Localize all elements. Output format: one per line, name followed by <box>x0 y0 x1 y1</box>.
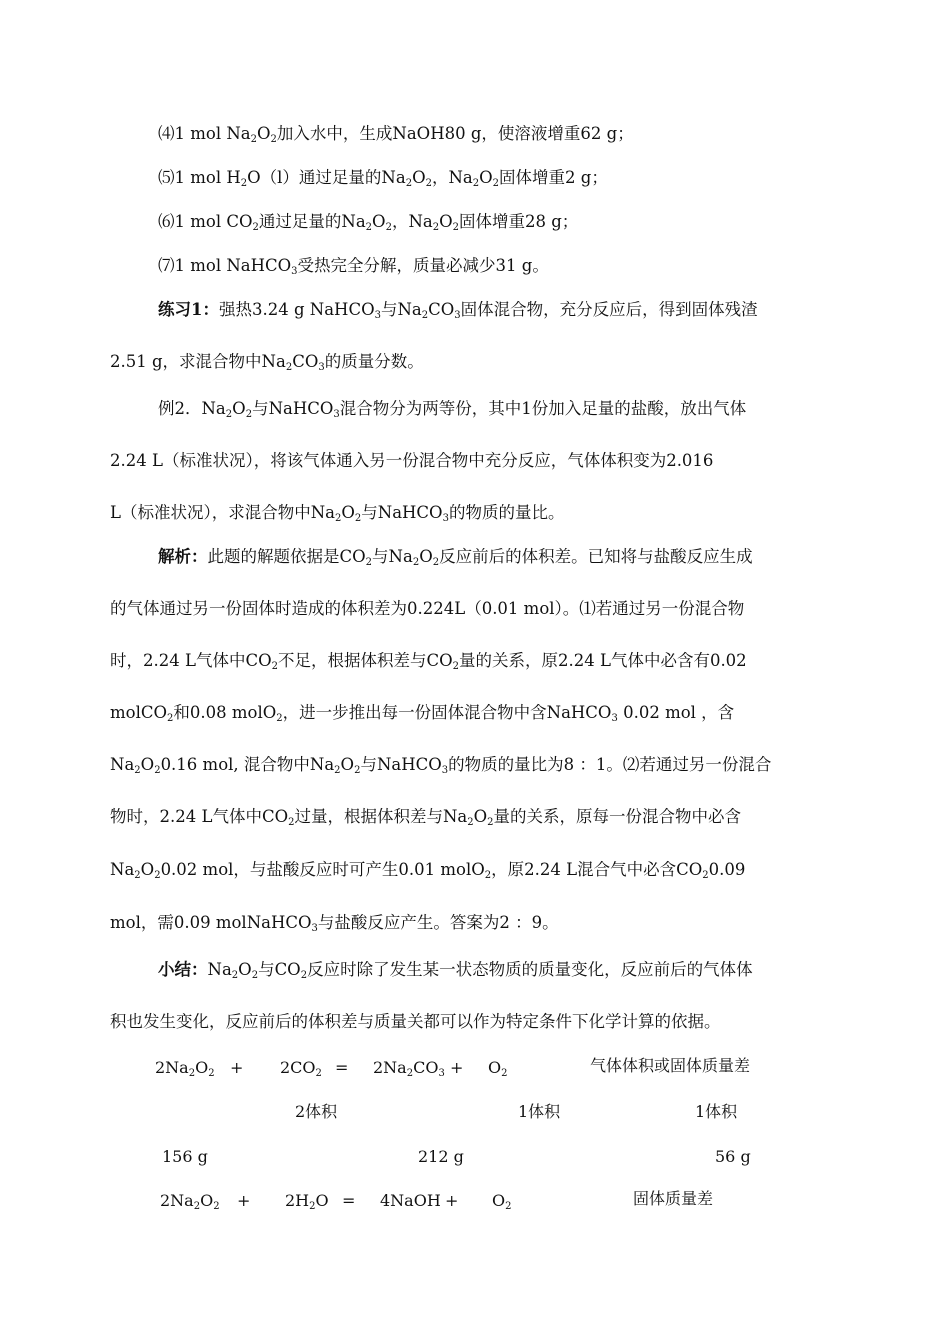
example-2-line-1: 例2．$Na_2O_2$与NaHCO$_3$混合物分为两等份，其中1份加入足量的盐酸，放出气体 <box>158 399 747 420</box>
eq1-equals: = <box>335 1058 349 1077</box>
eq1-product-na2co3: $2Na_2CO_3$ <box>373 1058 445 1079</box>
text-line-3: ⑹1 mol $CO_2$通过足量的$Na_2O_2$，$Na_2O_2$固体增重28 g； <box>158 212 579 233</box>
eq2-plus-1: + <box>237 1191 251 1210</box>
eq2-product-o2: $O_2$ <box>492 1191 512 1212</box>
eq1-mass-na2co3: 212 g <box>418 1147 464 1166</box>
eq1-mass-na2o2: 156 g <box>162 1147 208 1166</box>
analysis-line-4: molCO$_2$和0.08 molO$_2$，进一步推出每一份固体混合物中含NaHCO$_3$ 0.02 mol ，含 <box>110 703 735 724</box>
text-line-2: ⑸1 mol $H_2O(l)$通过足量的$Na_2O_2$，$Na_2O_2$固体增重2 g； <box>158 168 608 189</box>
eq1-reactant-co2: $2CO_2$ <box>280 1058 322 1079</box>
analysis-line-6: 物时，2.24 L气体中$CO_2$过量，根据体积差与$Na_2O_2$量的关系，原每一份混合物中必含 <box>110 807 742 828</box>
eq1-reactant-na2o2: $2Na_2O_2$ <box>155 1058 215 1079</box>
exercise-1-line-2: 2.51 g，求混合物中$Na_2CO_3$的质量分数。 <box>110 352 424 373</box>
summary-line-1: 小结：$Na_2O_2$与$CO_2$反应时除了发生某一状态物质的质量变化，反应前后的气体体 <box>158 960 753 981</box>
eq1-plus-1: + <box>230 1058 244 1077</box>
eq1-volume-co2: 2体积 <box>295 1102 338 1121</box>
eq2-product-naoh: 4NaOH <box>380 1191 441 1210</box>
eq1-plus-2: + <box>450 1058 464 1077</box>
eq1-mass-diff: 56 g <box>715 1147 751 1166</box>
exercise-label: 练习1： <box>158 300 219 319</box>
summary-label: 小结： <box>158 960 208 979</box>
eq1-volume-diff: 1体积 <box>695 1102 738 1121</box>
analysis-label: 解析： <box>158 547 208 566</box>
analysis-line-3: 时，2.24 L气体中$CO_2$不足，根据体积差与$CO_2$量的关系，原2.24 L气体中必含有0.02 <box>110 651 747 672</box>
exercise-1-line-1: 练习1：强热3.24 g NaHCO$_3$与$Na_2CO_3$固体混合物，充分反应后，得到固体残渣 <box>158 300 758 321</box>
eq1-product-o2: $O_2$ <box>488 1058 508 1079</box>
eq2-reactant-h2o: $2H_2O$ <box>285 1191 329 1212</box>
eq2-reactant-na2o2: $2Na_2O_2$ <box>160 1191 220 1212</box>
eq1-volume-o2: 1体积 <box>518 1102 561 1121</box>
text-line-4: ⑺1 mol NaHCO$_3$受热完全分解，质量必减少31 g。 <box>158 256 549 277</box>
eq2-header: 固体质量差 <box>633 1189 714 1208</box>
analysis-line-2: 的气体通过另一份固体时造成的体积差为0.224L（0.01 mol）。⑴若通过另一份混合物 <box>110 599 745 618</box>
analysis-line-8: mol，需0.09 molNaHCO$_3$与盐酸反应产生。答案为2 ：9。 <box>110 913 559 934</box>
analysis-line-5: $Na_2O_20.16$ mol, 混合物中$Na_2O_2$与NaHCO$_3$的物质的量比为8 ：1。⑵若通过另一份混合 <box>110 755 772 776</box>
eq2-equals: = <box>342 1191 356 1210</box>
eq2-plus-2: + <box>445 1191 459 1210</box>
example-2-line-2: 2.24 L（标准状况），将该气体通入另一份混合物中充分反应，气体体积变为2.016 <box>110 451 714 470</box>
text-line-1: ⑷1 mol $Na_2O_2$加入水中，生成NaOH80 g，使溶液增重62 g； <box>158 124 634 145</box>
analysis-line-1: 解析：此题的解题依据是$CO_2$与$Na_2O_2$反应前后的体积差。已知将与盐酸反应生成 <box>158 547 753 568</box>
analysis-line-7: $Na_2O_20.02$ mol，与盐酸反应时可产生0.01 molO$_2$，原2.24 L混合气中必含$CO_20.09$ <box>110 860 746 881</box>
example-2-line-3: L（标准状况），求混合物中$Na_2O_2$与NaHCO$_3$的物质的量比。 <box>110 503 565 524</box>
eq1-header: 气体体积或固体质量差 <box>590 1056 751 1075</box>
summary-line-2: 积也发生变化，反应前后的体积差与质量关都可以作为特定条件下化学计算的依据。 <box>110 1012 721 1031</box>
